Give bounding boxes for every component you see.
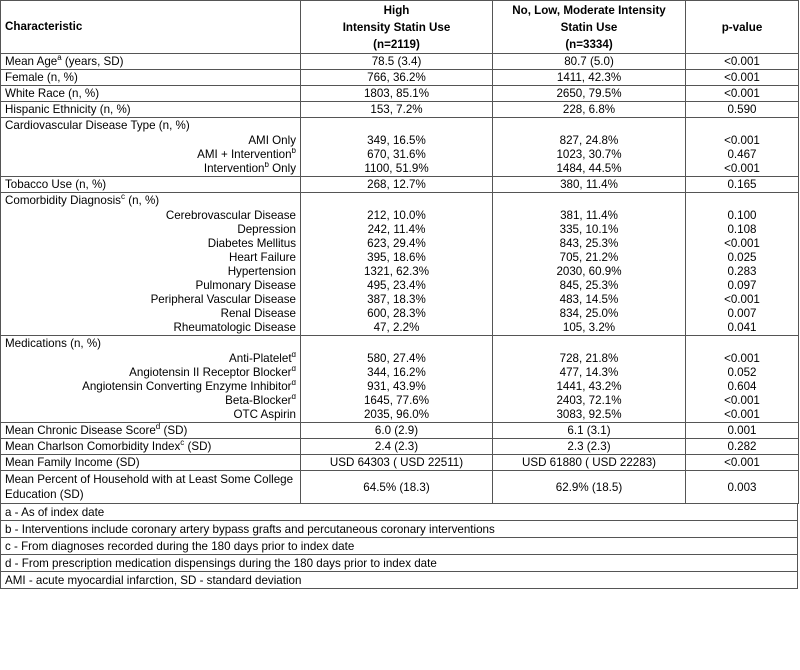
low-intensity-value: 845, 25.3% (493, 279, 686, 293)
footnote-marker: c (120, 192, 125, 201)
table-row (1, 223, 799, 237)
footnote-line: b - Interventions include coronary artery bypass grafts and percutaneous coronary interventions (0, 521, 798, 538)
characteristic-cell (1, 118, 301, 135)
footnote-marker: d (291, 366, 296, 373)
low-intensity-value: 6.1 (3.1) (493, 423, 686, 439)
high-intensity-value: USD 64303 ( USD 22511) (301, 455, 493, 471)
characteristic-cell (1, 408, 301, 423)
p-value-cell: 0.052 (686, 366, 799, 380)
footnote-line: AMI - acute myocardial infarction, SD - standard deviation (0, 572, 798, 589)
table-row (1, 293, 799, 307)
characteristic-label: Hispanic Ethnicity (n, %) (5, 102, 131, 116)
high-intensity-value: 623, 29.4% (301, 237, 493, 251)
p-value-cell: 0.001 (686, 423, 799, 439)
characteristic-label: Mean Percent of Household with at Least Some College Education (SD) (5, 473, 294, 501)
p-value-cell: 0.108 (686, 223, 799, 237)
characteristic-cell (1, 366, 301, 380)
characteristic-cell (1, 439, 301, 455)
low-intensity-value: 105, 3.2% (493, 321, 686, 336)
characteristic-cell (1, 70, 301, 86)
low-intensity-value: 1023, 30.7% (493, 148, 686, 162)
characteristic-label-suffix: (SD) (184, 439, 212, 453)
table-row (1, 394, 799, 408)
table-row (1, 408, 799, 423)
characteristic-label-suffix: (n, %) (124, 194, 160, 207)
characteristic-cell (1, 148, 301, 162)
p-value-cell: <0.001 (686, 54, 799, 70)
high-intensity-value: 395, 18.6% (301, 251, 493, 265)
header-low-intensity (493, 1, 686, 54)
characteristic-cell (1, 209, 301, 223)
table-row (1, 162, 799, 177)
p-value-cell: <0.001 (686, 134, 799, 148)
low-intensity-value: 228, 6.8% (493, 102, 686, 118)
characteristic-cell (1, 423, 301, 439)
low-intensity-value: 477, 14.3% (493, 366, 686, 380)
footnote-marker: d (291, 394, 296, 401)
characteristic-label: Female (n, %) (5, 70, 78, 84)
characteristic-cell (1, 237, 301, 251)
low-intensity-value: 62.9% (18.5) (493, 471, 686, 504)
high-intensity-value (301, 193, 493, 210)
high-intensity-value: 47, 2.2% (301, 321, 493, 336)
header-high-n: (n=2119) (373, 37, 420, 51)
low-intensity-value (493, 118, 686, 135)
characteristic-cell (1, 223, 301, 237)
high-intensity-value: 2.4 (2.3) (301, 439, 493, 455)
p-value-cell: <0.001 (686, 455, 799, 471)
characteristic-cell (1, 380, 301, 394)
low-intensity-value: 1484, 44.5% (493, 162, 686, 177)
characteristic-cell (1, 352, 301, 366)
characteristic-label: Tobacco Use (n, %) (5, 177, 107, 191)
table-row (1, 148, 799, 162)
p-value-cell: 0.282 (686, 439, 799, 455)
table-row (1, 177, 799, 193)
high-intensity-value: 766, 36.2% (301, 70, 493, 86)
characteristic-label: Heart Failure (228, 251, 296, 264)
characteristic-label: Diabetes Mellitus (207, 237, 296, 250)
p-value-cell: 0.283 (686, 265, 799, 279)
header-high-line1: High (383, 3, 410, 17)
p-value-cell: <0.001 (686, 408, 799, 423)
p-value-cell: <0.001 (686, 237, 799, 251)
characteristic-label: AMI Only (248, 134, 296, 147)
header-high-intensity (301, 1, 493, 54)
footnote-marker: b (291, 148, 296, 155)
p-value-cell: <0.001 (686, 70, 799, 86)
header-high-line2: Intensity Statin Use (342, 20, 451, 34)
high-intensity-value: 212, 10.0% (301, 209, 493, 223)
table-row (1, 86, 799, 102)
p-value-cell: 0.025 (686, 251, 799, 265)
p-value-cell: 0.604 (686, 380, 799, 394)
table-row (1, 307, 799, 321)
footnote-marker: a (57, 53, 62, 62)
low-intensity-value: 80.7 (5.0) (493, 54, 686, 70)
high-intensity-value: 153, 7.2% (301, 102, 493, 118)
p-value-cell: 0.097 (686, 279, 799, 293)
low-intensity-value (493, 336, 686, 353)
high-intensity-value: 600, 28.3% (301, 307, 493, 321)
low-intensity-value: 2403, 72.1% (493, 394, 686, 408)
characteristic-label: Mean Charlson Comorbidity Index (5, 439, 181, 453)
characteristic-label: Angiotensin Converting Enzyme Inhibitor (82, 380, 292, 393)
characteristic-label: OTC Aspirin (233, 408, 296, 421)
low-intensity-value: 705, 21.2% (493, 251, 686, 265)
low-intensity-value: USD 61880 ( USD 22283) (493, 455, 686, 471)
characteristic-label: Mean Family Income (SD) (5, 455, 140, 469)
high-intensity-value: 1803, 85.1% (301, 86, 493, 102)
high-intensity-value: 349, 16.5% (301, 134, 493, 148)
high-intensity-value: 1645, 77.6% (301, 394, 493, 408)
table-row (1, 366, 799, 380)
low-intensity-value: 380, 11.4% (493, 177, 686, 193)
characteristic-label: Intervention (203, 162, 265, 175)
p-value-cell: <0.001 (686, 394, 799, 408)
characteristic-label: Cerebrovascular Disease (165, 209, 296, 222)
high-intensity-value: 1100, 51.9% (301, 162, 493, 177)
table-row (1, 265, 799, 279)
table-row (1, 70, 799, 86)
characteristic-label: Mean Chronic Disease Score (5, 423, 156, 437)
low-intensity-value: 2650, 79.5% (493, 86, 686, 102)
footnote-line: a - As of index date (0, 504, 798, 521)
group-header-row (1, 118, 799, 135)
p-value-cell: 0.590 (686, 102, 799, 118)
table-row (1, 455, 799, 471)
low-intensity-value: 483, 14.5% (493, 293, 686, 307)
characteristic-cell (1, 134, 301, 148)
characteristic-cell (1, 471, 301, 504)
characteristic-label-suffix: Only (268, 162, 296, 175)
footnote-marker: d (291, 352, 296, 359)
low-intensity-value: 2.3 (2.3) (493, 439, 686, 455)
characteristic-label: Cardiovascular Disease Type (n, %) (5, 119, 190, 132)
characteristic-label: Renal Disease (220, 307, 296, 320)
table-row (1, 321, 799, 336)
table-row (1, 423, 799, 439)
characteristic-cell (1, 162, 301, 177)
low-intensity-value: 728, 21.8% (493, 352, 686, 366)
low-intensity-value: 3083, 92.5% (493, 408, 686, 423)
high-intensity-value: 2035, 96.0% (301, 408, 493, 423)
characteristic-cell (1, 177, 301, 193)
p-value-cell: <0.001 (686, 86, 799, 102)
p-value-cell: 0.165 (686, 177, 799, 193)
table-row (1, 237, 799, 251)
p-value-cell: <0.001 (686, 352, 799, 366)
table-row (1, 54, 799, 70)
characteristic-label: Angiotensin II Receptor Blocker (129, 366, 292, 379)
header-low-n: (n=3334) (565, 37, 613, 51)
p-value-cell: 0.041 (686, 321, 799, 336)
characteristic-label: AMI + Intervention (197, 148, 292, 161)
high-intensity-value (301, 118, 493, 135)
characteristic-label: Depression (237, 223, 296, 236)
footnote-marker: b (264, 162, 269, 169)
low-intensity-value: 827, 24.8% (493, 134, 686, 148)
characteristic-cell (1, 102, 301, 118)
low-intensity-value: 335, 10.1% (493, 223, 686, 237)
p-value-cell: 0.100 (686, 209, 799, 223)
characteristic-cell (1, 394, 301, 408)
table-row (1, 134, 799, 148)
characteristic-label: Hypertension (227, 265, 296, 278)
table-row (1, 439, 799, 455)
footnote-marker: d (155, 422, 161, 431)
high-intensity-value: 670, 31.6% (301, 148, 493, 162)
high-intensity-value: 387, 18.3% (301, 293, 493, 307)
high-intensity-value: 242, 11.4% (301, 223, 493, 237)
footnote-marker: c (180, 438, 185, 447)
characteristic-label: Medications (n, %) (5, 337, 102, 350)
high-intensity-value: 78.5 (3.4) (301, 54, 493, 70)
characteristic-cell (1, 86, 301, 102)
high-intensity-value: 580, 27.4% (301, 352, 493, 366)
table-row (1, 471, 799, 504)
characteristic-label: Peripheral Vascular Disease (150, 293, 296, 306)
low-intensity-value: 834, 25.0% (493, 307, 686, 321)
low-intensity-value: 843, 25.3% (493, 237, 686, 251)
footnote-line: d - From prescription medication dispensings during the 180 days prior to index date (0, 555, 798, 572)
characteristic-label: Comorbidity Diagnosis (5, 194, 121, 207)
characteristic-cell (1, 54, 301, 70)
header-p-value: p-value (686, 1, 799, 54)
characteristic-cell (1, 251, 301, 265)
footnotes (0, 504, 798, 589)
table-row (1, 102, 799, 118)
p-value-cell: 0.003 (686, 471, 799, 504)
characteristic-label: Rheumatologic Disease (173, 321, 296, 334)
low-intensity-value (493, 193, 686, 210)
high-intensity-value: 64.5% (18.3) (301, 471, 493, 504)
characteristic-cell (1, 307, 301, 321)
p-value-cell (686, 118, 799, 135)
high-intensity-value: 6.0 (2.9) (301, 423, 493, 439)
high-intensity-value: 1321, 62.3% (301, 265, 493, 279)
characteristic-cell (1, 455, 301, 471)
characteristic-cell (1, 279, 301, 293)
characteristic-label: Mean Age (5, 54, 58, 68)
characteristic-cell (1, 293, 301, 307)
characteristic-label: Pulmonary Disease (195, 279, 296, 292)
table-row (1, 209, 799, 223)
table-row (1, 279, 799, 293)
characteristic-cell (1, 321, 301, 336)
characteristic-label: Anti-Platelet (229, 352, 292, 365)
high-intensity-value: 931, 43.9% (301, 380, 493, 394)
table-row (1, 352, 799, 366)
characteristic-label: White Race (n, %) (5, 86, 100, 100)
table-header-row (1, 1, 799, 54)
low-intensity-value: 1411, 42.3% (493, 70, 686, 86)
p-value-cell: <0.001 (686, 293, 799, 307)
table-row (1, 251, 799, 265)
group-header-row (1, 336, 799, 353)
p-value-cell: 0.007 (686, 307, 799, 321)
p-value-cell (686, 193, 799, 210)
p-value-cell (686, 336, 799, 353)
group-header-row (1, 193, 799, 210)
footnote-line: c - From diagnoses recorded during the 180 days prior to index date (0, 538, 798, 555)
characteristic-label: Beta-Blocker (225, 394, 292, 407)
characteristic-label-suffix: (SD) (160, 423, 188, 437)
high-intensity-value: 268, 12.7% (301, 177, 493, 193)
high-intensity-value (301, 336, 493, 353)
characteristic-cell (1, 265, 301, 279)
high-intensity-value: 495, 23.4% (301, 279, 493, 293)
characteristic-cell (1, 336, 301, 353)
high-intensity-value: 344, 16.2% (301, 366, 493, 380)
header-characteristic: Characteristic (1, 1, 301, 54)
p-value-cell: <0.001 (686, 162, 799, 177)
characteristic-cell (1, 193, 301, 210)
low-intensity-value: 381, 11.4% (493, 209, 686, 223)
footnote-marker: d (291, 380, 296, 387)
table-body (1, 54, 799, 504)
characteristic-label-suffix: (years, SD) (61, 54, 124, 68)
low-intensity-value: 1441, 43.2% (493, 380, 686, 394)
table-row (1, 380, 799, 394)
p-value-cell: 0.467 (686, 148, 799, 162)
header-low-line1: No, Low, Moderate Intensity (512, 3, 666, 17)
header-low-line2: Statin Use (560, 20, 618, 34)
low-intensity-value: 2030, 60.9% (493, 265, 686, 279)
